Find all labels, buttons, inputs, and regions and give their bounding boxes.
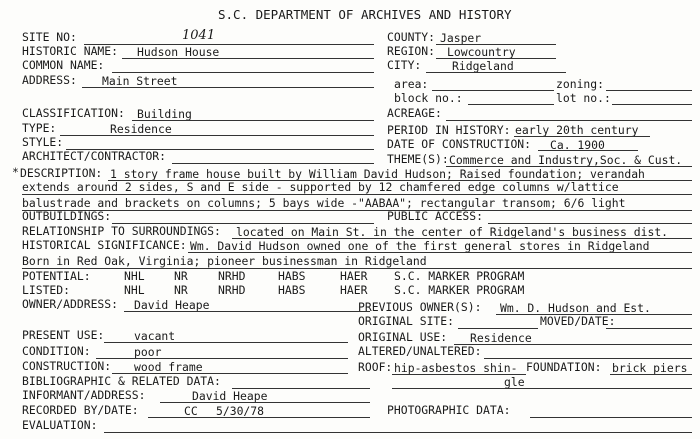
present-use-label: PRESENT USE: xyxy=(22,328,105,342)
potential-marker: S.C. MARKER PROGRAM xyxy=(394,269,525,283)
address-label: ADDRESS: xyxy=(22,73,77,87)
relationship-label: RELATIONSHIP TO SURROUNDINGS: xyxy=(22,224,221,238)
type-label: TYPE: xyxy=(22,121,57,135)
bibliographic-label: BIBLIOGRAPHIC & RELATED DATA: xyxy=(22,374,221,388)
outbuildings-label: OUTBUILDINGS: xyxy=(22,209,112,223)
date-construction-line xyxy=(538,150,638,151)
potential-habs: HABS xyxy=(278,269,306,283)
previous-owner-value: Wm. D. Hudson and Est. xyxy=(500,301,651,315)
owner-label: OWNER/ADDRESS: xyxy=(22,297,119,311)
original-site-line xyxy=(458,328,538,329)
common-name-line xyxy=(112,72,374,73)
listed-nrhd: NRHD xyxy=(218,283,246,297)
period-label: PERIOD IN HISTORY: xyxy=(387,123,511,137)
description-underline-3 xyxy=(22,210,692,211)
architect-label: ARCHITECT/CONTRACTOR: xyxy=(22,149,167,163)
acreage-line xyxy=(446,120,692,121)
roof-label: ROOF: xyxy=(358,360,393,374)
construction-value: wood frame xyxy=(134,360,203,374)
lot-no-label: lot no.: xyxy=(556,91,611,105)
classification-line xyxy=(132,120,374,121)
present-use-value: vacant xyxy=(134,329,176,343)
significance-line-2: Born in Red Oak, Virginia; pioneer businessman in Ridgeland xyxy=(22,254,427,268)
potential-nhl: NHL xyxy=(124,269,145,283)
informant-label: INFORMANT/ADDRESS: xyxy=(22,388,146,402)
listed-nhl: NHL xyxy=(124,283,145,297)
address-value: Main Street xyxy=(102,74,178,88)
description-line-3: balustrade and brackets on columns; 5 bays wide -"AABAA"; rectangular transom; 6/6 light xyxy=(22,196,626,210)
altered-line xyxy=(484,358,692,359)
description-line-2: extends around 2 sides, S and E side - supported by 12 chamfered edge columns w/lattice xyxy=(22,180,619,194)
zoning-line xyxy=(606,90,692,91)
previous-owner-label: PREVIOUS OWNER(S): xyxy=(358,300,482,314)
zoning-label: zoning: xyxy=(556,77,605,91)
classification-label: CLASSIFICATION: xyxy=(22,106,125,120)
evaluation-label: EVALUATION: xyxy=(22,418,98,432)
type-line xyxy=(60,135,374,136)
roof-value: hip-asbestos shin- xyxy=(394,361,518,375)
city-line xyxy=(426,72,566,73)
original-use-value: Residence xyxy=(470,331,532,345)
recorded-initials: CC xyxy=(184,404,198,418)
block-no-label: block no.: xyxy=(394,91,463,105)
city-value: Ridgeland xyxy=(452,59,514,73)
date-construction-label: DATE OF CONSTRUCTION: xyxy=(387,137,532,151)
condition-line xyxy=(96,358,348,359)
architect-line xyxy=(172,163,374,164)
present-use-line xyxy=(104,342,348,343)
foundation-label: FOUNDATION: xyxy=(526,360,602,374)
acreage-label: ACREAGE: xyxy=(387,106,442,120)
address-line xyxy=(82,87,374,88)
type-value: Residence xyxy=(110,122,172,136)
informant-value: David Heape xyxy=(192,389,268,403)
description-marker: * xyxy=(12,165,19,179)
region-value: Lowcountry xyxy=(447,45,516,59)
listed-label: LISTED: xyxy=(22,283,71,297)
page-title: S.C. DEPARTMENT OF ARCHIVES AND HISTORY xyxy=(218,7,512,22)
potential-haer: HAER xyxy=(340,269,368,283)
condition-label: CONDITION: xyxy=(22,344,91,358)
themes-label: THEME(S): xyxy=(387,152,449,166)
county-label: COUNTY: xyxy=(387,30,436,44)
classification-value: Building xyxy=(137,107,192,121)
foundation-value: brick piers xyxy=(612,361,688,375)
public-access-line xyxy=(488,223,692,224)
photographic-label: PHOTOGRAPHIC DATA: xyxy=(387,403,511,417)
foundation-line xyxy=(610,374,692,375)
date-construction-value: Ca. 1900 xyxy=(550,138,605,152)
period-line xyxy=(514,136,650,137)
recorded-date: 5/30/78 xyxy=(216,404,265,418)
site-no-label: SITE NO: xyxy=(22,30,77,44)
significance-line-1: Wm. David Hudson owned one of the first general stores in Ridgeland xyxy=(190,239,650,253)
recorded-line xyxy=(148,417,370,418)
historic-name-label: HISTORIC NAME: xyxy=(22,44,119,58)
relationship-value: located on Main St. in the center of Ridgeland's business dist. xyxy=(236,225,669,239)
potential-nr: NR xyxy=(174,269,188,283)
period-value: early 20th century xyxy=(515,123,639,137)
common-name-label: COMMON NAME: xyxy=(22,58,105,72)
description-line-1: 1 story frame house built by William David Hudson; Raised foundation; verandah xyxy=(110,167,645,181)
potential-nrhd: NRHD xyxy=(218,269,246,283)
original-use-line xyxy=(454,344,692,345)
description-underline-2 xyxy=(22,194,692,195)
original-site-label: ORIGINAL SITE: xyxy=(358,314,455,328)
original-use-label: ORIGINAL USE: xyxy=(358,330,448,344)
evaluation-line xyxy=(104,432,692,433)
listed-nr: NR xyxy=(174,283,188,297)
moved-date-label: MOVED/DATE: xyxy=(540,314,616,328)
photographic-line xyxy=(530,417,692,418)
condition-value: poor xyxy=(134,345,162,359)
region-label: REGION: xyxy=(387,44,436,58)
city-label: CITY: xyxy=(387,58,422,72)
listed-habs: HABS xyxy=(278,283,306,297)
site-no-value: 1041 xyxy=(182,28,216,43)
significance-label: HISTORICAL SIGNIFICANCE: xyxy=(22,238,187,252)
listed-haer: HAER xyxy=(340,283,368,297)
roof-continuation: gle xyxy=(504,375,525,389)
construction-label: CONSTRUCTION: xyxy=(22,359,112,373)
owner-line xyxy=(124,311,370,312)
potential-label: POTENTIAL: xyxy=(22,269,91,283)
historic-name-value: Hudson House xyxy=(137,45,220,59)
historic-name-line xyxy=(122,58,374,59)
site-no-line xyxy=(84,44,374,45)
significance-underline-1 xyxy=(188,252,692,253)
area-label: area: xyxy=(394,77,429,91)
moved-date-line xyxy=(606,328,692,329)
themes-value: Commerce and Industry,Soc. & Cust. xyxy=(449,153,683,167)
altered-label: ALTERED/UNALTERED: xyxy=(358,344,482,358)
recorded-label: RECORDED BY/DATE: xyxy=(22,403,139,417)
owner-value: David Heape xyxy=(134,298,210,312)
listed-marker: S.C. MARKER PROGRAM xyxy=(394,283,525,297)
public-access-label: PUBLIC ACCESS: xyxy=(387,209,484,223)
informant-line xyxy=(160,402,370,403)
description-label: DESCRIPTION: xyxy=(20,166,103,180)
lot-no-line xyxy=(612,104,692,105)
county-value: Jasper xyxy=(440,31,482,45)
style-label: STYLE: xyxy=(22,135,64,149)
roof-continuation-line xyxy=(392,388,692,389)
block-no-line xyxy=(468,104,554,105)
